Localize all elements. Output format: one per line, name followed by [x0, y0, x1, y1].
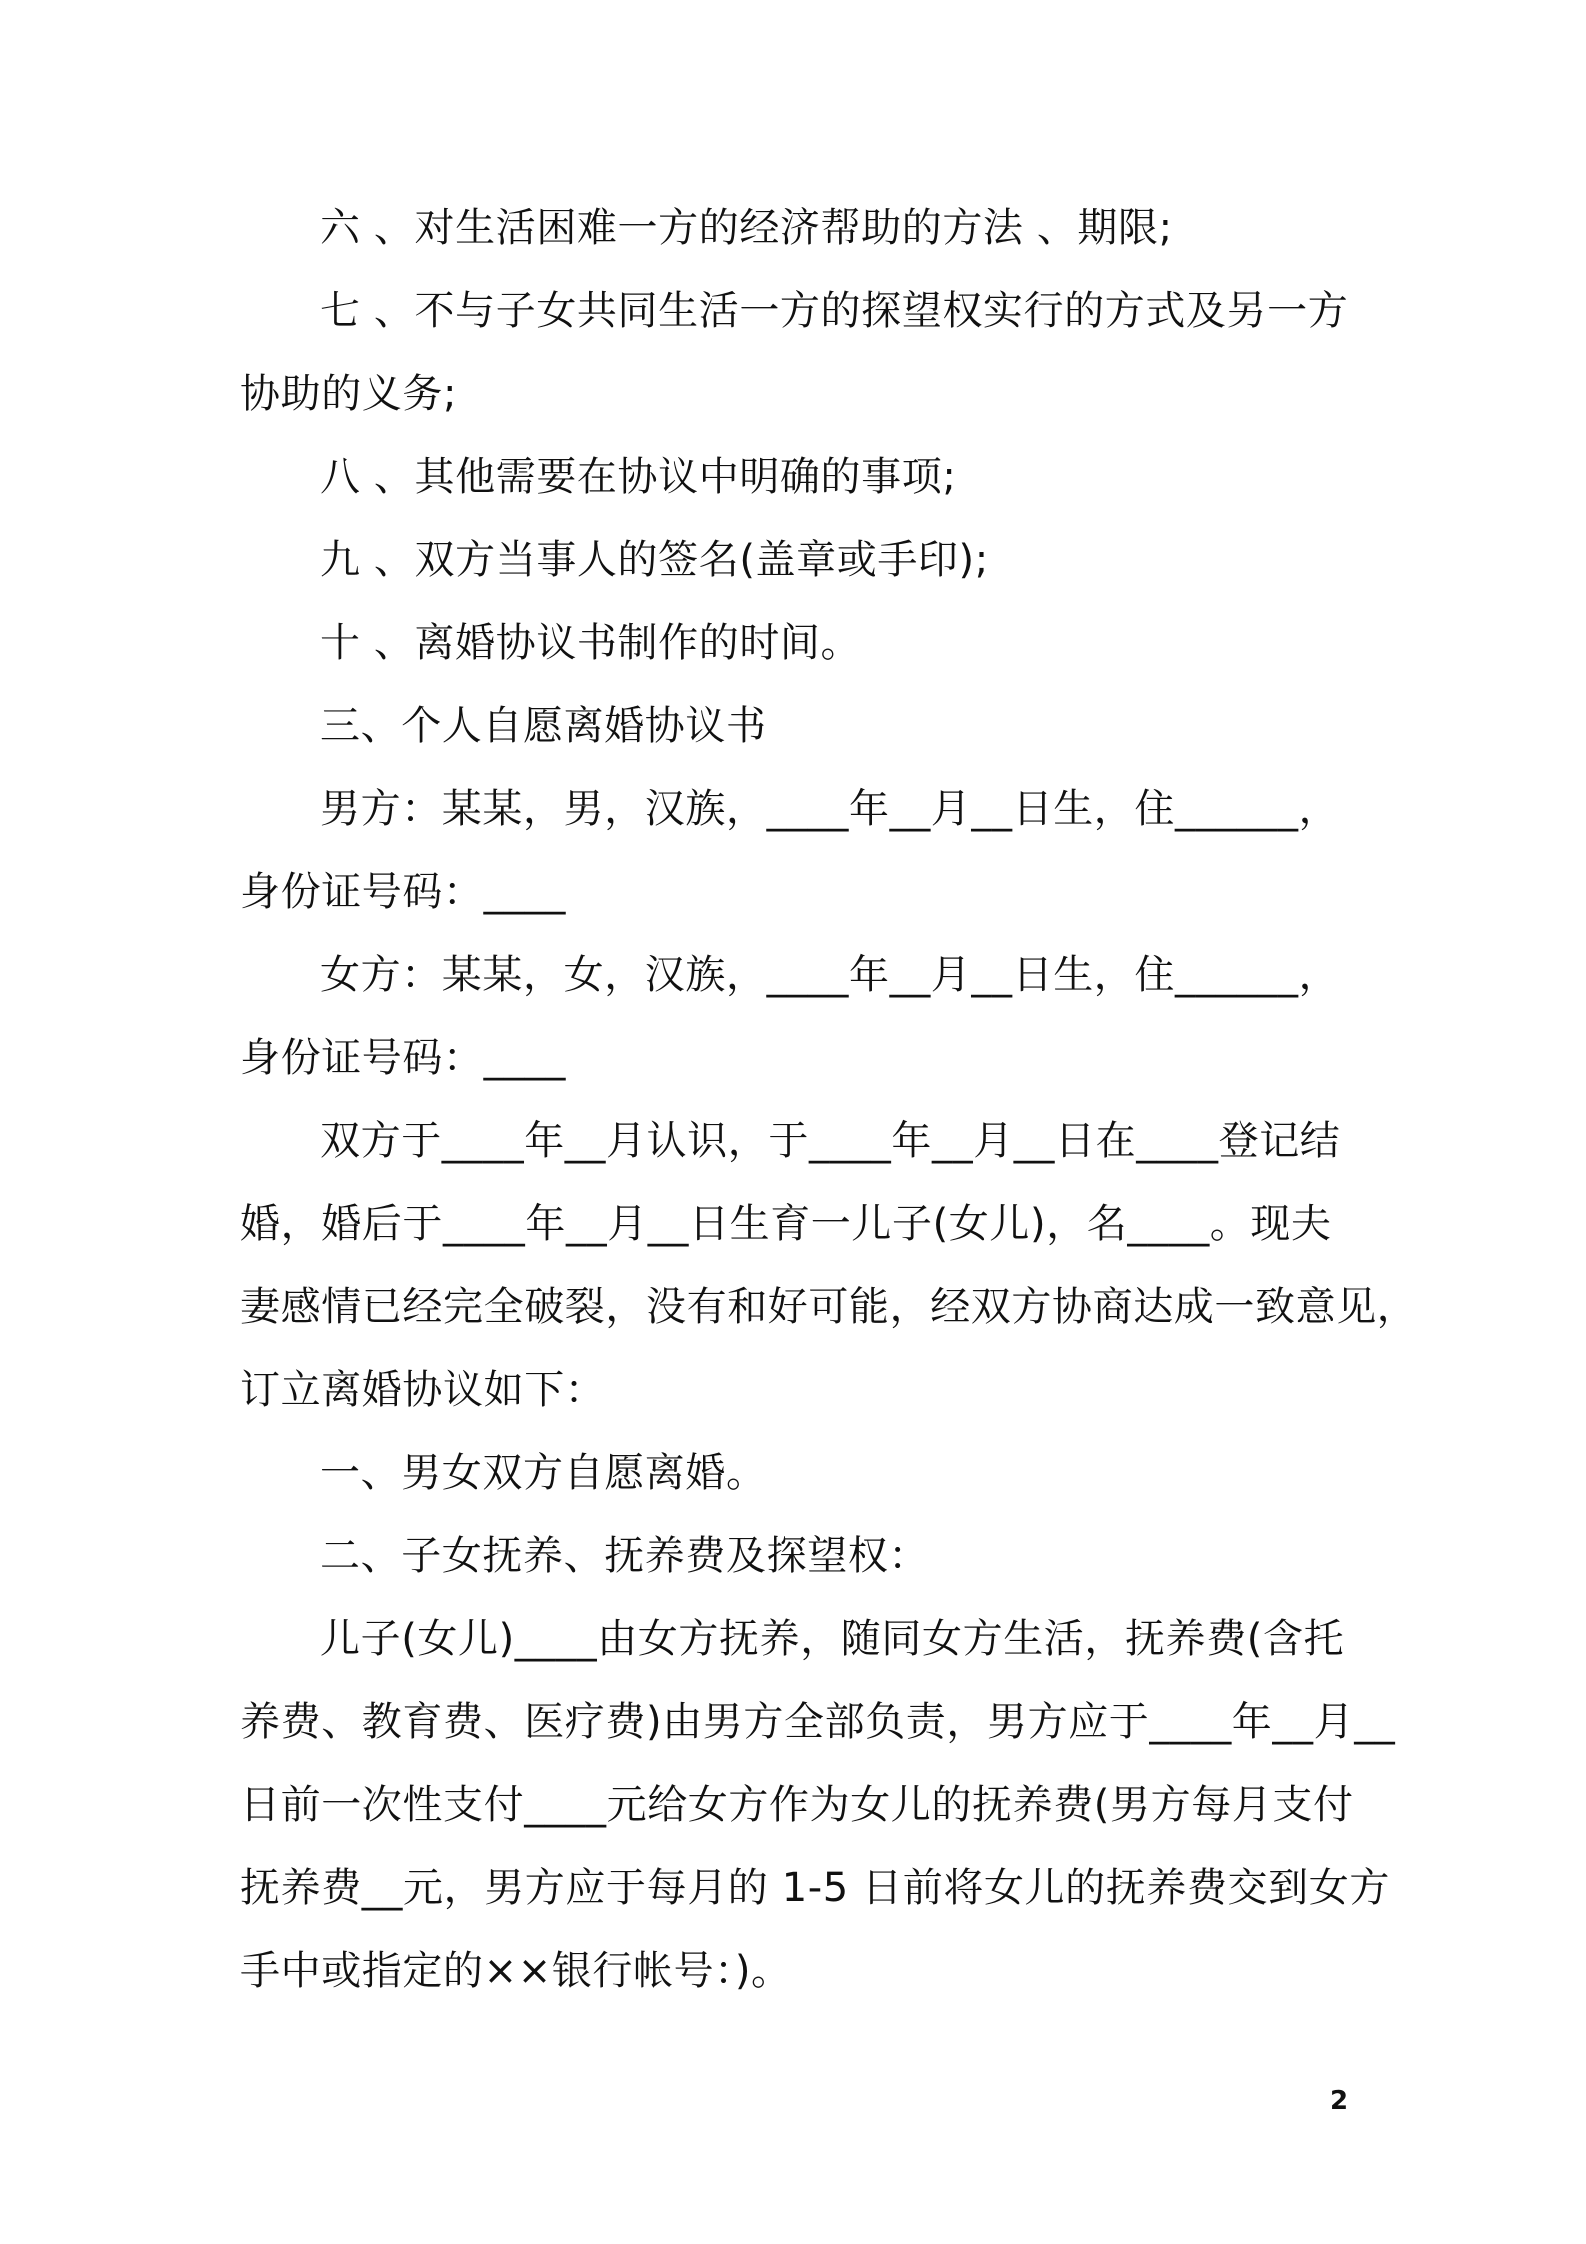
text-line: 日前一次性支付____元给女方作为女儿的抚养费(男方每月支付 — [240, 1782, 1354, 1828]
text-line: 手中或指定的××银行帐号：)。 — [240, 1948, 792, 1994]
text-line: 双方于____年__月认识，于____年__月__日在____登记结 — [320, 1118, 1341, 1164]
text-line: 六 、对生活困难一方的经济帮助的方法 、期限; — [320, 205, 1173, 251]
text-line: 婚，婚后于____年__月__日生育一儿子(女儿)，名____。现夫 — [240, 1201, 1332, 1247]
text-line: 九 、双方当事人的签名(盖章或手印); — [320, 537, 989, 583]
text-line: 抚养费__元，男方应于每月的 1-5 日前将女儿的抚养费交到女方 — [240, 1865, 1390, 1911]
text-line: 七 、不与子女共同生活一方的探望权实行的方式及另一方 — [320, 288, 1349, 334]
text-line: 养费、教育费、医疗费)由男方全部负责，男方应于____年__月__ — [240, 1699, 1396, 1745]
text-line: 身份证号码：____ — [240, 869, 566, 915]
text-line: 儿子(女儿)____由女方抚养，随同女方生活，抚养费(含托 — [320, 1616, 1345, 1662]
text-line: 身份证号码：____ — [240, 1035, 566, 1081]
text-line: 女方：某某，女，汉族，____年__月__日生，住______， — [320, 952, 1340, 998]
page-number: 2 — [1330, 2086, 1349, 2116]
text-line: 二、子女抚养、抚养费及探望权： — [320, 1533, 929, 1579]
text-line: 妻感情已经完全破裂，没有和好可能，经双方协商达成一致意见， — [240, 1284, 1418, 1330]
text-line: 协助的义务; — [240, 371, 458, 417]
text-line: 男方：某某，男，汉族，____年__月__日生，住______， — [320, 786, 1340, 832]
text-line: 十 、离婚协议书制作的时间。 — [320, 620, 862, 666]
text-line: 八 、其他需要在协议中明确的事项; — [320, 454, 957, 500]
text-line: 一、男女双方自愿离婚。 — [320, 1450, 767, 1496]
text-line: 订立离婚协议如下： — [240, 1367, 606, 1413]
section-heading: 三、个人自愿离婚协议书 — [320, 703, 767, 749]
